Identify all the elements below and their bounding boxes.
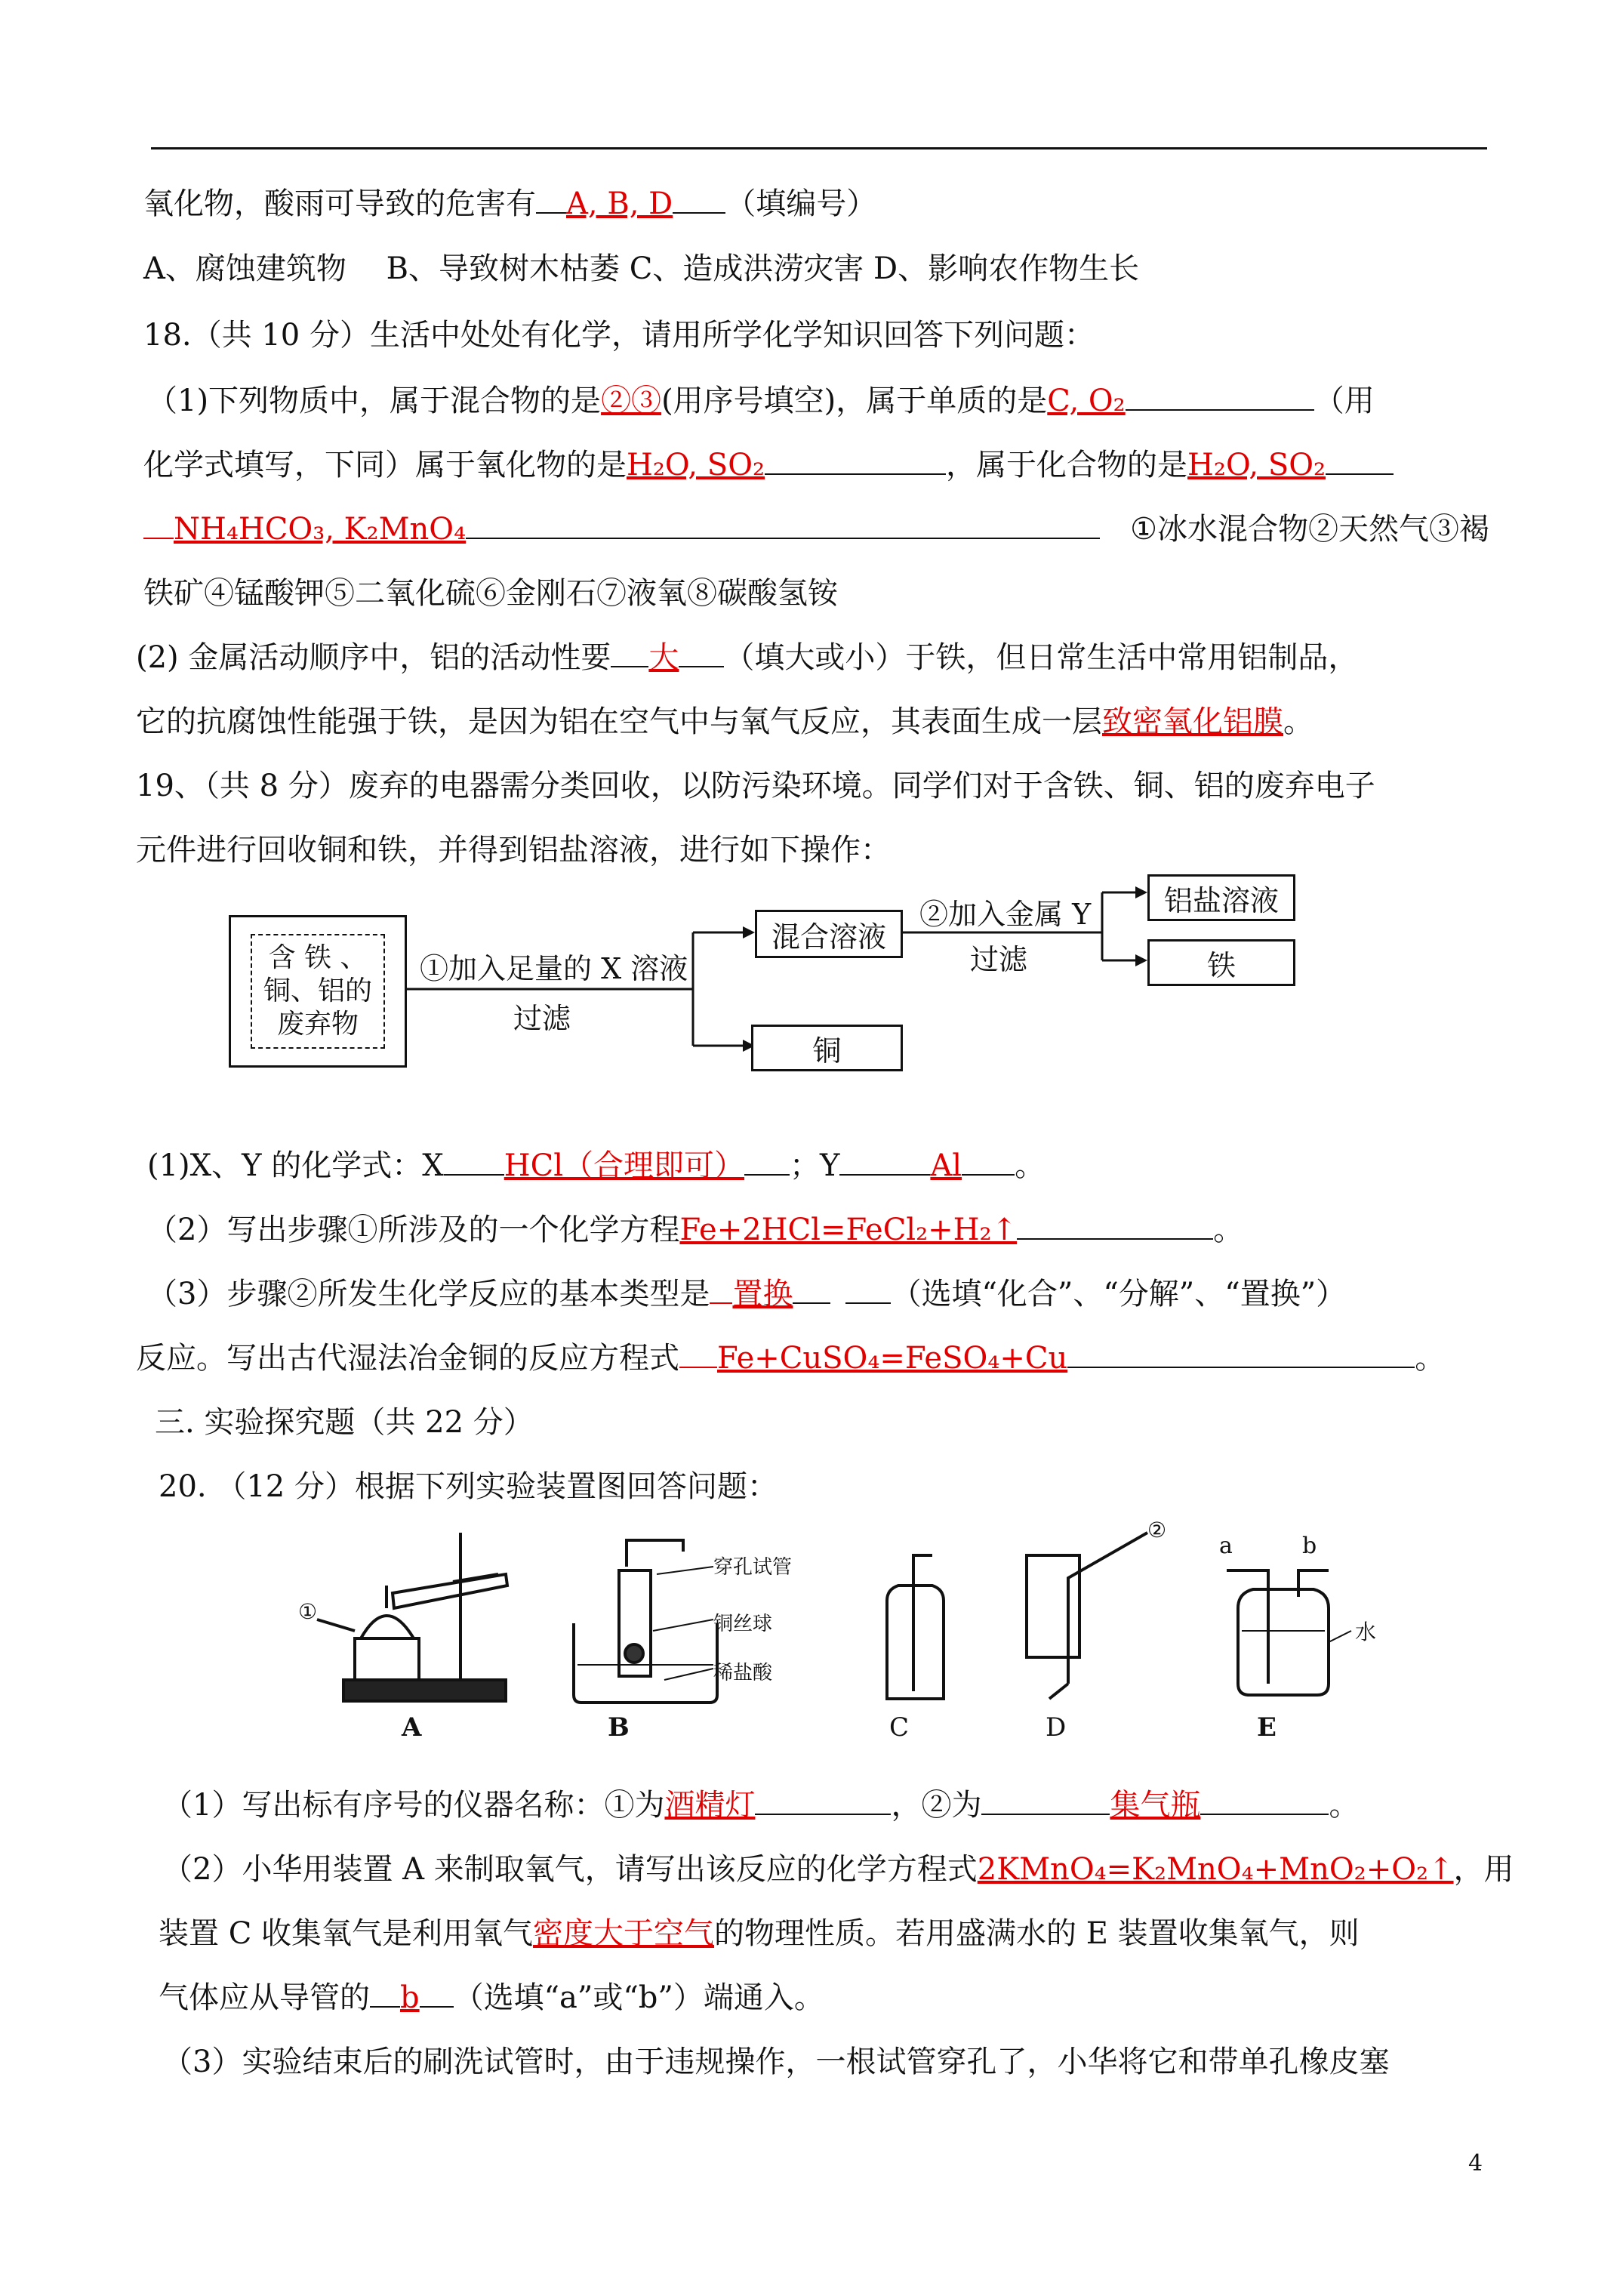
q19-heading: 19、（共 8 分）废弃的电器需分类回收，以防污染环境。同学们对于含铁、铜、铝的废弃电子 [136, 769, 1375, 803]
answer-equation-kmno4: 2KMnO₄=K₂MnO₄+MnO₂+O₂↑ [977, 1852, 1454, 1887]
answer-activity: 大 [648, 640, 679, 675]
label-dilute-hcl: 稀盐酸 [713, 1662, 773, 1684]
apparatus-e-bottle [1238, 1589, 1329, 1695]
label-port-b: b [1302, 1533, 1317, 1559]
q19-answer-4: 反应。写出古代湿法冶金铜的反应方程式 Fe+CuSO₄=FeSO₄+Cu 。 [136, 1341, 1446, 1376]
apparatus-d-bottle [1027, 1555, 1079, 1657]
q18-line1: （1)下列物质中，属于混合物的是②③(用序号填空)，属于单质的是C, O₂ （用 [147, 384, 1375, 418]
q20-answer-4: 气体应从导管的 b （选填“a”或“b”）端通入。 [159, 1980, 824, 2015]
answer-mixture: ②③ [601, 384, 662, 418]
answer-oxide: H₂O, SO₂ [627, 448, 765, 482]
label-circle-1: ① [298, 1599, 318, 1624]
answer-port: b [400, 1980, 420, 2015]
q17-options: A、腐蚀建筑物 B、导致树木枯萎 C、造成洪涝灾害 D、影响农作物生长 [143, 251, 1140, 286]
answer-x: HCl（合理即可） [504, 1148, 745, 1183]
q20-heading: 20. （12 分）根据下列实验装置图回答问题： [159, 1469, 778, 1504]
answer-y: Al [930, 1148, 962, 1183]
answer-reaction-type: 置换 [732, 1277, 793, 1311]
step2-label: ②加入金属 Y [919, 898, 1092, 931]
label-perforated-tube: 穿孔试管 [713, 1556, 793, 1579]
q19-answer-2: （2）写出步骤①所涉及的一个化学方程Fe+2HCl=FeCl₂+H₂↑ 。 [147, 1213, 1244, 1247]
q18-line6: 它的抗腐蚀性能强于铁，是因为铝在空气中与氧气反应，其表面生成一层致密氧化铝膜。 [136, 704, 1313, 739]
label-apparatus-c: C [889, 1712, 910, 1743]
q20-answer-2: （2）小华用装置 A 来制取氧气，请写出该反应的化学方程式2KMnO₄=K₂MnO₄+MnO₂+O₂↑，用 [162, 1852, 1514, 1887]
answer-oxide-film: 致密氧化铝膜 [1102, 704, 1283, 739]
q19-answer-1: (1)X、Y 的化学式：X HCl（合理即可） ；Y Al 。 [147, 1148, 1046, 1183]
q20-answer-3: 装置 C 收集氧气是利用氧气密度大于空气的物理性质。若用盛满水的 E 装置收集氧气，则 [159, 1916, 1360, 1951]
q20-answer-1: （1）写出标有序号的仪器名称：①为酒精灯 ，②为 集气瓶 。 [162, 1788, 1360, 1823]
label-apparatus-a: A [402, 1712, 422, 1743]
step1-label: ①加入足量的 X 溶液 [420, 952, 688, 985]
step2-filter-label: 过滤 [970, 943, 1028, 976]
q18-line4: 铁矿④锰酸钾⑤二氧化硫⑥金刚石⑦液氧⑧碳酸氢铵 [143, 576, 838, 611]
answer-q17: A, B, D [566, 186, 673, 221]
label-water: 水 [1355, 1620, 1377, 1644]
waste-box: 含 铁 、 铜、铝的 废弃物 [229, 915, 407, 1068]
answer-compound-2: NH₄HCO₃, K₂MnO₄ [174, 512, 467, 547]
q20-answer-5: （3）实验结束后的刷洗试管时，由于违规操作，一根试管穿孔了，小华将它和带单孔橡皮塞 [162, 2045, 1390, 2079]
answer-gas-jar: 集气瓶 [1110, 1788, 1201, 1823]
q18-line5: (2) 金属活动顺序中，铝的活动性要 大 （填大或小）于铁，但日常生活中常用铝制品， [136, 640, 1359, 675]
label-circle-2: ② [1147, 1518, 1167, 1542]
apparatus-a-lamp [355, 1638, 419, 1680]
al-salt-box: 铝盐溶液 [1147, 874, 1295, 921]
label-port-a: a [1219, 1533, 1233, 1559]
iron-box: 铁 [1147, 939, 1295, 986]
label-apparatus-d: D [1046, 1712, 1067, 1743]
answer-element: C, O₂ [1047, 384, 1126, 418]
section-3-title: 三. 实验探究题（共 22 分） [155, 1405, 534, 1440]
answer-alcohol-lamp: 酒精灯 [664, 1788, 756, 1823]
apparatus-a-tube [393, 1574, 507, 1608]
q19-heading-2: 元件进行回收铜和铁，并得到铝盐溶液，进行如下操作： [136, 833, 891, 868]
answer-density: 密度大于空气 [533, 1916, 715, 1951]
copper-box: 铜 [751, 1025, 903, 1071]
q18-heading: 18.（共 10 分）生活中处处有化学，请用所学化学知识回答下列问题： [143, 318, 1095, 353]
label-copper-ball: 铜丝球 [713, 1613, 773, 1635]
answer-equation-1: Fe+2HCl=FeCl₂+H₂↑ [679, 1213, 1018, 1247]
q18-line3: NH₄HCO₃, K₂MnO₄ ①冰水混合物②天然气③褐 [143, 510, 1489, 549]
apparatus-c-bottle [887, 1586, 944, 1699]
page-number: 4 [1468, 2150, 1483, 2177]
answer-compound: H₂O, SO₂ [1187, 448, 1326, 482]
apparatus-a-base [343, 1680, 506, 1701]
label-apparatus-e: E [1257, 1712, 1277, 1743]
q17-line1: 氧化物，酸雨可导致的危害有 A, B, D （填编号） [143, 186, 877, 221]
apparatus-b-beaker [574, 1623, 717, 1703]
answer-equation-2: Fe+CuSO₄=FeSO₄+Cu [717, 1341, 1068, 1376]
step1-filter-label: 过滤 [513, 1002, 571, 1035]
label-apparatus-b: B [608, 1712, 630, 1743]
q19-answer-3: （3）步骤②所发生化学反应的基本类型是 置换 （选填“化合”、“分解”、“置换”） [147, 1277, 1347, 1311]
q18-line2: 化学式填写，下同）属于氧化物的是H₂O, SO₂ ，属于化合物的是H₂O, SO₂ [143, 445, 1394, 485]
mixed-solution-box: 混合溶液 [755, 910, 903, 958]
